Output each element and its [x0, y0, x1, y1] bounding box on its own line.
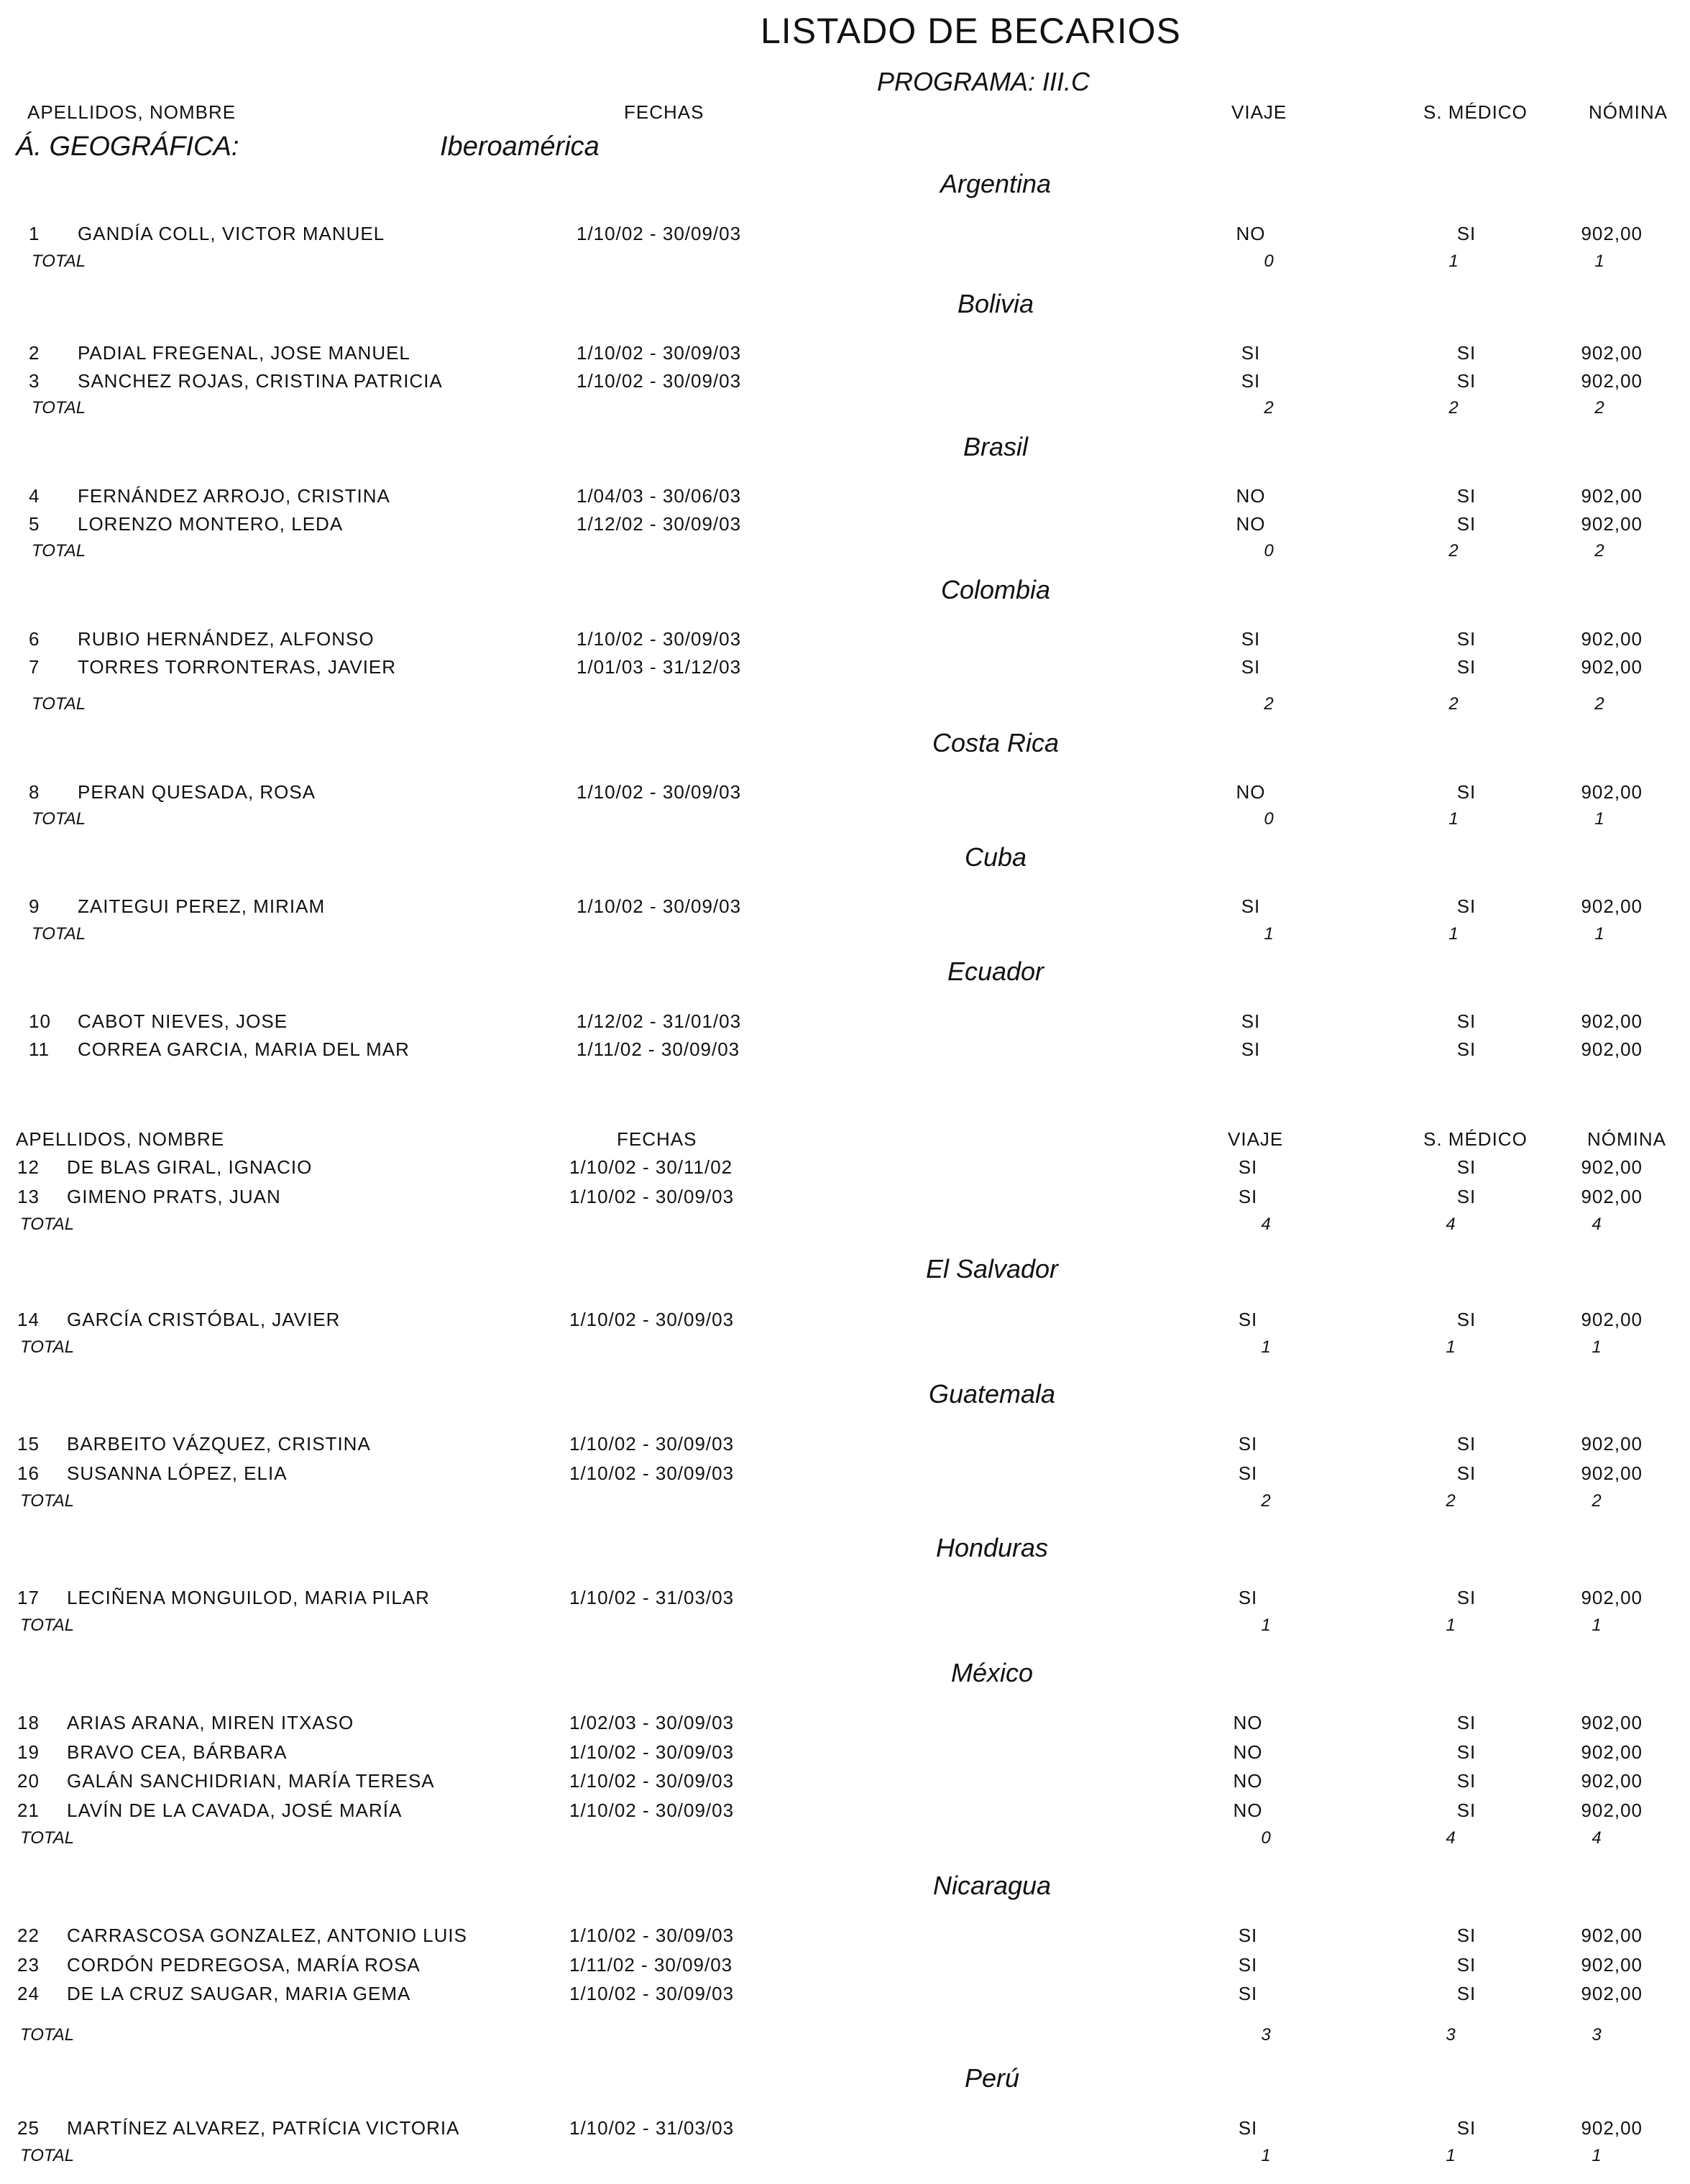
row-viaje: SI [1238, 1156, 1258, 1178]
row-number: 10 [29, 1010, 51, 1032]
total-smedico: 2 [1448, 694, 1459, 714]
row-dates: 1/11/02 - 30/09/03 [577, 1038, 740, 1060]
row-dates: 1/10/02 - 30/09/03 [577, 628, 742, 650]
row-nomina: 902,00 [1581, 1309, 1643, 1330]
row-smedico: SI [1456, 2117, 1477, 2139]
row-number: 19 [17, 1741, 40, 1763]
row-smedico: SI [1456, 1186, 1477, 1207]
row-nomina: 902,00 [1581, 342, 1643, 364]
row-name: SUSANNA LÓPEZ, ELIA [67, 1462, 288, 1484]
row-nomina: 902,00 [1581, 1156, 1643, 1178]
total-nomina: 2 [1594, 694, 1604, 714]
country-heading: Argentina [940, 169, 1052, 198]
row-viaje: SI [1238, 1587, 1258, 1608]
total-smedico: 1 [1448, 924, 1459, 944]
row-dates: 1/10/02 - 30/09/03 [577, 781, 742, 803]
total-label: TOTAL [32, 252, 86, 271]
col-header-viaje: VIAJE [1228, 1128, 1284, 1150]
total-viaje: 0 [1264, 252, 1274, 271]
country-heading: Bolivia [957, 289, 1034, 318]
row-name: LAVÍN DE LA CAVADA, JOSÉ MARÍA [67, 1800, 403, 1821]
total-label: TOTAL [20, 2025, 75, 2045]
row-viaje: SI [1241, 895, 1261, 917]
total-viaje: 2 [1264, 398, 1274, 418]
total-label: TOTAL [32, 398, 86, 418]
total-nomina: 2 [1594, 541, 1604, 561]
col-header-smedico: S. MÉDICO [1423, 101, 1528, 123]
row-smedico: SI [1456, 895, 1477, 917]
row-number: 11 [29, 1038, 50, 1060]
row-dates: 1/10/02 - 30/09/03 [569, 1433, 735, 1455]
total-viaje: 1 [1264, 924, 1274, 944]
row-smedico: SI [1456, 370, 1477, 392]
row-nomina: 902,00 [1581, 1010, 1643, 1032]
row-name: CORDÓN PEDREGOSA, MARÍA ROSA [67, 1954, 421, 1976]
col-header-viaje: VIAJE [1231, 101, 1287, 123]
row-smedico: SI [1456, 1925, 1477, 1946]
row-viaje: SI [1241, 342, 1261, 364]
total-smedico: 4 [1446, 1828, 1456, 1848]
row-nomina: 902,00 [1581, 1462, 1643, 1484]
row-name: GANDÍA COLL, VICTOR MANUEL [78, 223, 385, 244]
row-nomina: 902,00 [1581, 895, 1643, 917]
row-viaje: NO [1233, 1741, 1263, 1763]
row-number: 23 [17, 1954, 40, 1976]
geo-area-label: Á. GEOGRÁFICA: [16, 132, 239, 162]
total-label: TOTAL [20, 1491, 75, 1511]
row-smedico: SI [1456, 1983, 1477, 2004]
row-viaje: SI [1241, 370, 1261, 392]
row-number: 12 [17, 1156, 40, 1178]
row-name: PADIAL FREGENAL, JOSE MANUEL [78, 342, 410, 364]
row-number: 18 [17, 1712, 40, 1733]
row-number: 2 [29, 342, 40, 364]
total-nomina: 1 [1594, 252, 1604, 271]
row-number: 4 [29, 485, 40, 507]
row-smedico: SI [1456, 1156, 1477, 1178]
row-nomina: 902,00 [1581, 628, 1643, 650]
row-number: 25 [17, 2117, 40, 2139]
total-smedico: 3 [1446, 2025, 1456, 2045]
total-label: TOTAL [20, 1215, 75, 1234]
total-nomina: 1 [1592, 2146, 1602, 2165]
total-nomina: 2 [1592, 1491, 1602, 1511]
row-dates: 1/12/02 - 31/01/03 [577, 1010, 742, 1032]
col-header-dates: FECHAS [624, 101, 704, 123]
country-heading: Nicaragua [932, 1871, 1052, 1900]
row-smedico: SI [1456, 223, 1477, 244]
country-heading: Honduras [935, 1533, 1049, 1562]
row-name: LORENZO MONTERO, LEDA [78, 513, 344, 535]
row-number: 6 [29, 628, 40, 650]
col-header-nomina: NÓMINA [1587, 1128, 1666, 1150]
row-nomina: 902,00 [1581, 485, 1643, 507]
total-smedico: 1 [1446, 1337, 1456, 1357]
row-dates: 1/10/02 - 30/09/03 [577, 342, 742, 364]
row-nomina: 902,00 [1581, 1770, 1643, 1792]
row-name: TORRES TORRONTERAS, JAVIER [78, 656, 397, 678]
row-nomina: 902,00 [1581, 1587, 1643, 1608]
row-number: 13 [17, 1186, 40, 1207]
row-smedico: SI [1456, 781, 1477, 803]
total-label: TOTAL [20, 2146, 75, 2165]
row-dates: 1/12/02 - 30/09/03 [577, 513, 742, 535]
row-name: DE BLAS GIRAL, IGNACIO [67, 1156, 313, 1178]
row-smedico: SI [1456, 1433, 1477, 1455]
row-smedico: SI [1456, 1712, 1477, 1733]
total-label: TOTAL [32, 809, 86, 829]
row-dates: 1/10/02 - 30/09/03 [569, 1800, 735, 1821]
total-nomina: 1 [1592, 1337, 1602, 1357]
total-label: TOTAL [20, 1828, 75, 1848]
total-smedico: 1 [1448, 809, 1459, 829]
col-header-nomina: NÓMINA [1589, 101, 1668, 123]
total-smedico: 1 [1446, 2146, 1456, 2165]
row-smedico: SI [1456, 1741, 1477, 1763]
col-header-name: APELLIDOS, NOMBRE [16, 1128, 225, 1150]
total-smedico: 4 [1446, 1215, 1456, 1234]
row-dates: 1/11/02 - 30/09/03 [569, 1954, 733, 1976]
row-dates: 1/02/03 - 30/09/03 [569, 1712, 735, 1733]
row-viaje: SI [1238, 1309, 1258, 1330]
country-heading: Costa Rica [932, 728, 1060, 757]
row-number: 20 [17, 1770, 40, 1792]
country-heading: Ecuador [947, 957, 1044, 986]
row-viaje: NO [1233, 1712, 1263, 1733]
row-nomina: 902,00 [1581, 370, 1643, 392]
total-smedico: 2 [1448, 398, 1459, 418]
row-dates: 1/10/02 - 31/03/03 [569, 2117, 735, 2139]
row-nomina: 902,00 [1581, 2117, 1643, 2139]
row-viaje: SI [1238, 1925, 1258, 1946]
row-nomina: 902,00 [1581, 513, 1643, 535]
total-label: TOTAL [32, 694, 86, 714]
total-smedico: 1 [1446, 1616, 1456, 1635]
row-dates: 1/10/02 - 30/09/03 [569, 1925, 735, 1946]
total-nomina: 2 [1594, 398, 1604, 418]
row-name: LECIÑENA MONGUILOD, MARIA PILAR [67, 1587, 430, 1608]
row-number: 17 [17, 1587, 40, 1608]
geo-area-value: Iberoamérica [440, 132, 600, 162]
total-viaje: 1 [1261, 1616, 1271, 1635]
row-smedico: SI [1456, 1587, 1477, 1608]
total-viaje: 1 [1261, 1337, 1271, 1357]
row-nomina: 902,00 [1581, 1712, 1643, 1733]
row-name: CABOT NIEVES, JOSE [78, 1010, 288, 1032]
total-nomina: 1 [1592, 1616, 1602, 1635]
total-label: TOTAL [20, 1616, 75, 1635]
row-smedico: SI [1456, 1038, 1477, 1060]
row-number: 9 [29, 895, 40, 917]
row-number: 5 [29, 513, 40, 535]
row-viaje: SI [1238, 2117, 1258, 2139]
row-name: PERAN QUESADA, ROSA [78, 781, 316, 803]
row-dates: 1/10/02 - 30/09/03 [577, 370, 742, 392]
page-title: LISTADO DE BECARIOS [761, 11, 1181, 51]
col-header-name: APELLIDOS, NOMBRE [27, 101, 236, 123]
row-viaje: NO [1233, 1800, 1263, 1821]
row-viaje: NO [1236, 781, 1266, 803]
row-smedico: SI [1456, 1462, 1477, 1484]
country-heading: Colombia [940, 575, 1051, 604]
row-viaje: SI [1238, 1433, 1258, 1455]
col-header-dates: FECHAS [617, 1128, 697, 1150]
total-smedico: 1 [1448, 252, 1459, 271]
total-viaje: 4 [1261, 1215, 1271, 1234]
row-smedico: SI [1456, 1770, 1477, 1792]
country-heading: Perú [964, 2063, 1020, 2093]
row-viaje: NO [1233, 1770, 1263, 1792]
row-viaje: SI [1238, 1983, 1258, 2004]
row-nomina: 902,00 [1581, 1038, 1643, 1060]
total-viaje: 2 [1264, 694, 1274, 714]
total-viaje: 1 [1261, 2146, 1271, 2165]
row-nomina: 902,00 [1581, 656, 1643, 678]
row-smedico: SI [1456, 1800, 1477, 1821]
country-heading: Guatemala [928, 1379, 1056, 1409]
row-nomina: 902,00 [1581, 1433, 1643, 1455]
row-dates: 1/10/02 - 30/09/03 [577, 223, 742, 244]
row-number: 3 [29, 370, 40, 392]
row-name: MARTÍNEZ ALVAREZ, PATRÍCIA VICTORIA [67, 2117, 460, 2139]
total-viaje: 0 [1261, 1828, 1271, 1848]
row-name: GARCÍA CRISTÓBAL, JAVIER [67, 1309, 341, 1330]
row-dates: 1/10/02 - 30/09/03 [569, 1983, 735, 2004]
total-viaje: 0 [1264, 541, 1274, 561]
total-smedico: 2 [1448, 541, 1459, 561]
row-smedico: SI [1456, 1309, 1477, 1330]
row-name: RUBIO HERNÁNDEZ, ALFONSO [78, 628, 375, 650]
total-nomina: 1 [1594, 809, 1604, 829]
row-nomina: 902,00 [1581, 1186, 1643, 1207]
row-dates: 1/10/02 - 30/09/03 [569, 1186, 735, 1207]
total-nomina: 4 [1592, 1215, 1602, 1234]
row-nomina: 902,00 [1581, 223, 1643, 244]
total-nomina: 1 [1594, 924, 1604, 944]
row-nomina: 902,00 [1581, 781, 1643, 803]
total-label: TOTAL [32, 541, 86, 561]
row-number: 15 [17, 1433, 40, 1455]
row-number: 1 [29, 223, 40, 244]
row-viaje: NO [1236, 513, 1266, 535]
row-smedico: SI [1456, 628, 1477, 650]
row-smedico: SI [1456, 1010, 1477, 1032]
row-name: ARIAS ARANA, MIREN ITXASO [67, 1712, 354, 1733]
country-heading: Brasil [963, 432, 1029, 461]
row-nomina: 902,00 [1581, 1800, 1643, 1821]
row-number: 22 [17, 1925, 40, 1946]
row-viaje: NO [1236, 485, 1266, 507]
row-smedico: SI [1456, 656, 1477, 678]
row-viaje: SI [1238, 1462, 1258, 1484]
total-nomina: 3 [1592, 2025, 1602, 2045]
row-smedico: SI [1456, 342, 1477, 364]
row-viaje: SI [1241, 656, 1261, 678]
row-dates: 1/10/02 - 30/09/03 [569, 1770, 735, 1792]
row-viaje: SI [1241, 1010, 1261, 1032]
row-name: CORREA GARCIA, MARIA DEL MAR [78, 1038, 410, 1060]
row-number: 14 [17, 1309, 40, 1330]
row-dates: 1/10/02 - 30/09/03 [569, 1741, 735, 1763]
row-number: 16 [17, 1462, 40, 1484]
row-viaje: SI [1238, 1186, 1258, 1207]
row-number: 24 [17, 1983, 40, 2004]
program-label: PROGRAMA: III.C [877, 67, 1090, 96]
row-name: FERNÁNDEZ ARROJO, CRISTINA [78, 485, 390, 507]
row-name: GIMENO PRATS, JUAN [67, 1186, 281, 1207]
col-header-smedico: S. MÉDICO [1423, 1128, 1528, 1150]
row-number: 8 [29, 781, 40, 803]
row-name: ZAITEGUI PEREZ, MIRIAM [78, 895, 326, 917]
row-nomina: 902,00 [1581, 1741, 1643, 1763]
row-name: SANCHEZ ROJAS, CRISTINA PATRICIA [78, 370, 443, 392]
total-smedico: 2 [1446, 1491, 1456, 1511]
country-heading: El Salvador [925, 1254, 1059, 1284]
row-nomina: 902,00 [1581, 1954, 1643, 1976]
country-heading: Cuba [964, 842, 1027, 872]
row-number: 21 [17, 1800, 40, 1821]
total-nomina: 4 [1592, 1828, 1602, 1848]
row-dates: 1/10/02 - 31/03/03 [569, 1587, 735, 1608]
row-dates: 1/10/02 - 30/09/03 [569, 1309, 735, 1330]
total-label: TOTAL [20, 1337, 75, 1357]
row-nomina: 902,00 [1581, 1925, 1643, 1946]
row-dates: 1/10/02 - 30/09/03 [569, 1462, 735, 1484]
row-dates: 1/04/03 - 30/06/03 [577, 485, 742, 507]
country-heading: México [950, 1658, 1034, 1687]
total-viaje: 0 [1264, 809, 1274, 829]
total-label: TOTAL [32, 924, 86, 944]
row-name: BARBEITO VÁZQUEZ, CRISTINA [67, 1433, 371, 1455]
row-smedico: SI [1456, 1954, 1477, 1976]
row-dates: 1/10/02 - 30/09/03 [577, 895, 742, 917]
row-viaje: SI [1241, 1038, 1261, 1060]
row-name: CARRASCOSA GONZALEZ, ANTONIO LUIS [67, 1925, 467, 1946]
total-viaje: 3 [1261, 2025, 1271, 2045]
row-viaje: SI [1241, 628, 1261, 650]
row-smedico: SI [1456, 485, 1477, 507]
row-viaje: NO [1236, 223, 1266, 244]
row-name: GALÁN SANCHIDRIAN, MARÍA TERESA [67, 1770, 435, 1792]
row-viaje: SI [1238, 1954, 1258, 1976]
row-dates: 1/10/02 - 30/11/02 [569, 1156, 733, 1178]
row-name: BRAVO CEA, BÁRBARA [67, 1741, 288, 1763]
row-name: DE LA CRUZ SAUGAR, MARIA GEMA [67, 1983, 411, 2004]
row-dates: 1/01/03 - 31/12/03 [577, 656, 742, 678]
row-number: 7 [29, 656, 40, 678]
total-viaje: 2 [1261, 1491, 1271, 1511]
row-nomina: 902,00 [1581, 1983, 1643, 2004]
row-smedico: SI [1456, 513, 1477, 535]
